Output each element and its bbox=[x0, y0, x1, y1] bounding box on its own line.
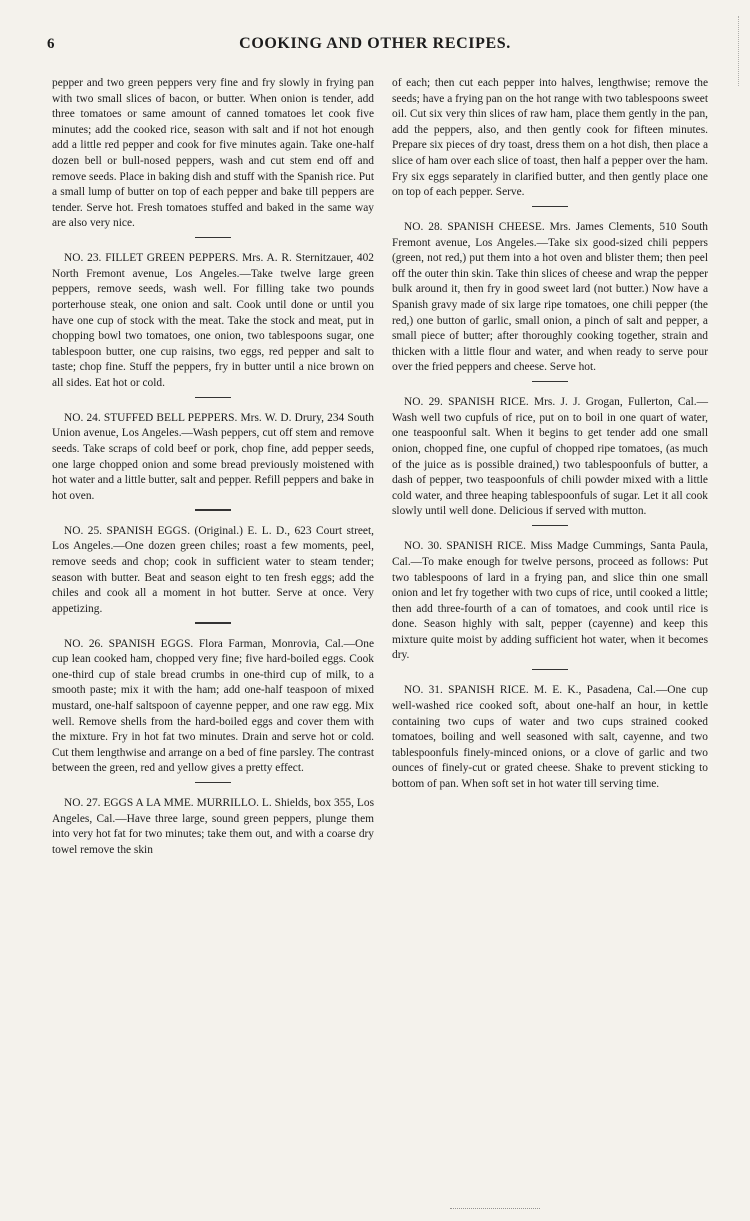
recipe-continuation: pepper and two green peppers very fine and fry slowly in frying pan with two small slices of bacon, or butter. When onion is tender, add three tomatoes or same amount of canned tomatoes let cook five minutes; add the cooked rice, season with salt and if not hot enough add a little red pepper and cook for five minutes again. Take one-half dozen bell or bull-nosed peppers, wash and cut stem end off and remove seeds. Place in baking dish and stuff with the Spanish rice. Put a small lump of butter on top of each pepper and bake till peppers are tender. Serve hot. Fresh tomatoes stuffed and baked in the same way are also very nice. bbox=[52, 77, 374, 230]
separator-rule bbox=[195, 397, 231, 398]
recipe-25: NO. 25. SPANISH EGGS. (Original.) E. L. D., 623 Court street, Los Angeles.—One dozen green chiles; roast a few moments, peel, remove seeds and chop; cook in sufficient water to steam tender; season with butter. Beat and season eight to ten fresh eggs; add the chiles and cook all a moment in hot butter. Serve at once. Very appetizing. bbox=[52, 524, 374, 615]
recipe-31: NO. 31. SPANISH RICE. M. E. K., Pasadena, Cal.—One cup well-washed rice cooked soft, about one-half an hour, in kettle containing two cups of water and two cups strained cooked tomatoes, boiling and well seasoned with salt, cayenne, and two tablespoonfuls finely-minced onions, or a clove of garlic and two ounces of finely-cut or grated cheese. Shake to prevent sticking to bottom of pan. When soft set in hot water till serving time. bbox=[392, 684, 708, 790]
recipe-30: NO. 30. SPANISH RICE. Miss Madge Cummings, Santa Paula, Cal.—To make enough for twelve persons, proceed as follows: Put two tablespoons of lard in a frying pan, and slice thin one small onion and let fry together with two cups of rice, until cooked a little; then add three-fourth of a can of tomatoes, and cook until rice is done. Season highly with salt, pepper (cayenne) and keep this mixture quite moist by adding sufficient hot water, when it becomes dry. bbox=[392, 540, 708, 662]
separator-rule bbox=[532, 525, 568, 526]
page-number: 6 bbox=[47, 36, 55, 52]
recipe-24: NO. 24. STUFFED BELL PEPPERS. Mrs. W. D. Drury, 234 South Union avenue, Los Angeles.—Wash peppers, cut off stem and remove seeds. Take scraps of cold beef or pork, chop fine, add pepper seeds, one large chopped onion and some bread previously moistened with hot water and a little butter, salt and pepper. Refill peppers and bake in hot oven. bbox=[52, 411, 374, 502]
separator-rule bbox=[195, 622, 231, 623]
right-column bbox=[392, 76, 708, 793]
separator-rule bbox=[532, 381, 568, 382]
recipe-28: NO. 28. SPANISH CHEESE. Mrs. James Clements, 510 South Fremont avenue, Los Angeles.—Take six good-sized chili peppers (green, not red,) put them into a hot oven and blister them; then peel off the outer thin skin. Take thin slices of cheese and wrap the pepper bulk around it, then fry in good sweet lard (not butter.) Now have a Spanish gravy made of six large ripe tomatoes, one chili pepper (the red,) one button of garlic, small onion, a pinch of salt and pepper, a small piece of butter; after thoroughly cooking together, strain and thicken with a little flour and water, and when ready to serve pour over the fried peppers and cheese. Serve hot. bbox=[392, 221, 708, 374]
recipe-26: NO. 26. SPANISH EGGS. Flora Farman, Monrovia, Cal.—One cup lean cooked ham, chopped very fine; five hard-boiled eggs. Cook one-third cup of stale bread crumbs in one-third cup of milk, to a smooth paste; mix it with the ham; add one-half teaspoon of mixed mustard, one-half saltspoon of cayenne pepper, and one raw egg. Mix well. Remove shells from the hard-boiled eggs and cover them with the mixture. Fry in hot fat two minutes. Drain and serve hot or cold. Cut them lengthwise and arrange on a bed of fine parsley. The contrast between the green, red and yellow gives a pretty effect. bbox=[52, 637, 374, 775]
recipe-29: NO. 29. SPANISH RICE. Mrs. J. J. Grogan, Fullerton, Cal.—Wash well two cupfuls of rice, put on to boil in one quart of water, one teaspoonful salt. When it begins to get tender add one small onion, chopped fine, one cupful of chopped ripe tomatoes, (as much of the juice as is possible drained,) two tablespoonfuls of butter, a dash of pepper, two teaspoonfuls of chili powder mixed with a little cold water, and three heaping tablespoonfuls of sugar. Let it all cook slowly until well done. Delicious if served with mutton. bbox=[392, 396, 708, 518]
separator-rule bbox=[195, 782, 231, 783]
recipe-27: NO. 27. EGGS A LA MME. MURRILLO. L. Shields, box 355, Los Angeles, Cal.—Have three large, sound green peppers, plunge them into very hot fat for two minutes; take them out, and with a coarse dry towel remove the skin bbox=[52, 797, 374, 857]
scan-edge-mark bbox=[738, 16, 748, 86]
separator-rule bbox=[195, 237, 231, 238]
left-column bbox=[52, 76, 374, 859]
recipe-23: NO. 23. FILLET GREEN PEPPERS. Mrs. A. R. Sternitzauer, 402 North Fremont avenue, Los Angeles.—Take twelve large green peppers, remove seeds, wash well. For filling take two pounds porterhouse steak, one onion and salt. Cook until done or until you have one cup of stock with the meat. Take the stock and meat, put in chopping bowl two tomatoes, one onion, two tablespoons sugar, one tablespoon butter, one cup raisins, two eggs, red pepper and salt to taste; chop fine. Stuff the peppers, fry in butter until a nice brown on all sides. Eat hot or cold. bbox=[52, 252, 374, 389]
recipe-27-continued: of each; then cut each pepper into halves, lengthwise; remove the seeds; have a frying pan on the hot range with two tablespoons sweet oil. Cut six very thin slices of raw ham, place them gently in the pan, add the peppers, also, and then gently cook for fifteen minutes. Prepare six pieces of dry toast, dress them on a hot dish, then place a slice of ham over each slice of toast, then half a pepper over the ham. Fry six eggs separately in clarified butter, and then gently place one on top of each pepper. Serve. bbox=[392, 77, 708, 199]
separator-rule bbox=[195, 509, 231, 510]
running-head: COOKING AND OTHER RECIPES. bbox=[239, 35, 511, 52]
separator-rule bbox=[532, 669, 568, 670]
footer-mark bbox=[450, 1208, 540, 1212]
separator-rule bbox=[532, 206, 568, 207]
